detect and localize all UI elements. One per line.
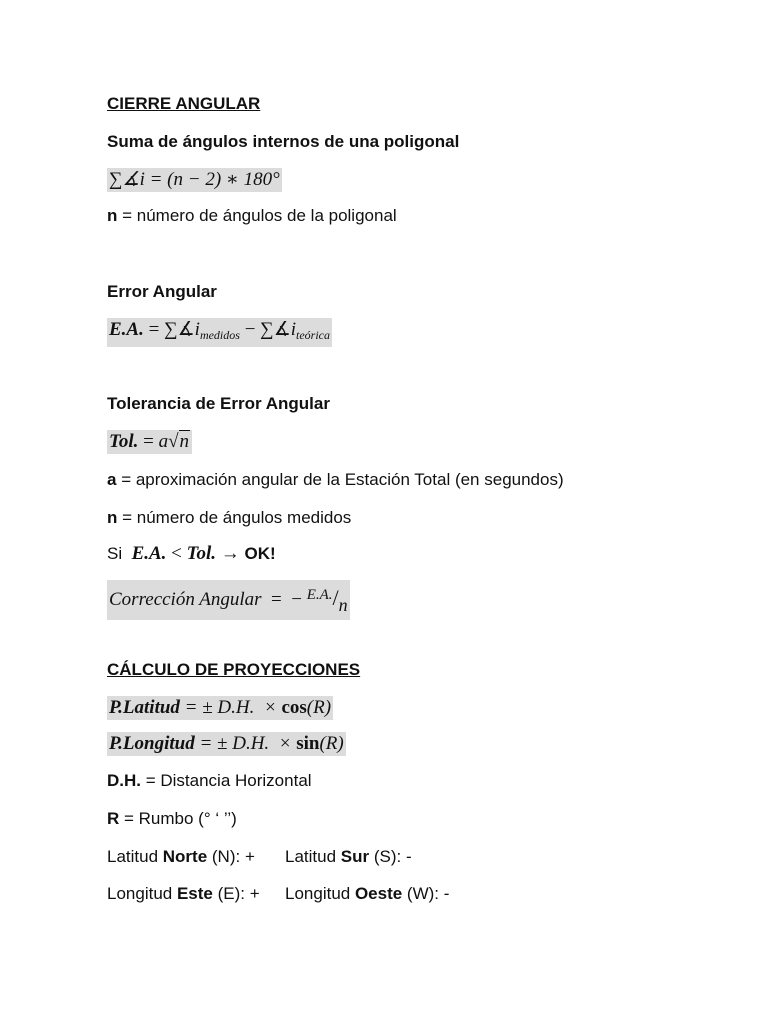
- label-bold: Sur: [340, 847, 370, 866]
- formula-lhs: E.A.: [109, 319, 144, 340]
- label-pre: Latitud: [285, 847, 341, 866]
- formula-lhs: Tol.: [109, 431, 139, 452]
- longitud-este: [107, 882, 285, 906]
- label-post: (S): -: [369, 847, 412, 866]
- formula-arg: (R): [319, 733, 344, 754]
- def-desc: = número de ángulos de la poligonal: [117, 206, 397, 225]
- label-post: (W): -: [402, 884, 450, 903]
- formula-lhs: P.Latitud: [109, 697, 180, 718]
- formula-op: =: [138, 431, 159, 452]
- def-key: R: [107, 809, 120, 828]
- formula-op: = ∑∡: [143, 319, 195, 340]
- def-key: a: [107, 470, 117, 489]
- heading-cierre-angular: [107, 92, 260, 116]
- formula-var: n: [179, 431, 190, 452]
- definition-n-medidos: [107, 506, 351, 530]
- definition-dh: [107, 769, 312, 793]
- formula-rhs: = ± D.H. ×: [179, 697, 282, 718]
- formula-fn: sin: [296, 733, 320, 754]
- formula-error-angular: [107, 318, 332, 342]
- definition-r: [107, 807, 237, 831]
- formula-arg: (R): [306, 697, 332, 718]
- formula-fn: cos: [281, 697, 307, 718]
- fraction-denominator: n: [338, 595, 348, 615]
- longitude-signs-row: [107, 882, 727, 906]
- heading-text: CIERRE ANGULAR: [107, 94, 261, 113]
- fraction-numerator: E.A.: [306, 587, 333, 603]
- formula-tolerancia: [107, 430, 192, 454]
- subheading-tolerancia: [107, 392, 330, 416]
- formula-lhs: P.Longitud: [109, 733, 195, 754]
- def-key: n: [107, 206, 118, 225]
- condition-line: [107, 542, 276, 566]
- formula-box: [107, 430, 192, 454]
- formula-op: = −: [261, 589, 307, 610]
- arrow-icon: →: [216, 543, 245, 564]
- latitud-norte: [107, 845, 285, 869]
- formula-box: [107, 318, 332, 347]
- def-desc: = número de ángulos medidos: [117, 508, 352, 527]
- definition-a: [107, 468, 564, 492]
- heading-calculo-proyecciones: [107, 658, 360, 682]
- formula-correccion: [107, 580, 350, 615]
- label-post: (N): +: [207, 847, 255, 866]
- formula-box: [107, 732, 346, 756]
- formula-var: i: [194, 319, 200, 340]
- label-pre: Longitud: [285, 884, 355, 903]
- condition-op: <: [166, 543, 187, 564]
- label-pre: Longitud: [107, 884, 177, 903]
- formula-rhs: = ± D.H. ×: [194, 733, 297, 754]
- longitud-oeste: [285, 884, 449, 903]
- def-desc: = Distancia Horizontal: [141, 771, 312, 790]
- subheading-text: Tolerancia de Error Angular: [107, 394, 330, 413]
- label-pre: Latitud: [107, 847, 163, 866]
- def-desc: = aproximación angular de la Estación Total (en segundos): [116, 470, 564, 489]
- label-bold: Este: [176, 884, 213, 903]
- formula-p-longitud: [107, 732, 346, 756]
- subheading-text: Suma de ángulos internos de una poligonal: [107, 132, 460, 151]
- formula-lhs: Corrección Angular: [109, 589, 262, 610]
- fraction-slash: /: [332, 585, 339, 610]
- formula-sub: teórica: [296, 328, 331, 342]
- def-key: n: [107, 508, 118, 527]
- subheading-text: Error Angular: [107, 282, 217, 301]
- label-bold: Norte: [162, 847, 208, 866]
- formula-var: a: [158, 431, 169, 452]
- label-post: (E): +: [212, 884, 260, 903]
- condition-ok: OK!: [244, 544, 276, 563]
- latitude-signs-row: [107, 845, 727, 869]
- latitud-sur: [285, 847, 412, 866]
- definition-n-poligonal: [107, 204, 397, 228]
- condition-si: Si: [107, 544, 132, 563]
- formula-text: ∑∡i = (n − 2) ∗ 180°: [109, 169, 280, 190]
- formula-var: i: [290, 319, 297, 340]
- subheading-error-angular: [107, 280, 217, 304]
- heading-text: CÁLCULO DE PROYECCIONES: [107, 660, 361, 679]
- def-key: D.H.: [107, 771, 141, 790]
- label-bold: Oeste: [354, 884, 403, 903]
- condition-ea: E.A.: [131, 543, 167, 564]
- formula-suma-angulos: [107, 168, 282, 192]
- def-desc: = Rumbo (° ‘ ’’): [119, 809, 237, 828]
- condition-tol: Tol.: [186, 543, 217, 564]
- formula-sub: medidos: [199, 328, 240, 342]
- formula-box: [107, 580, 350, 620]
- formula-p-latitud: [107, 696, 333, 720]
- formula-box: [107, 696, 333, 720]
- formula-op: − ∑∡: [239, 319, 291, 340]
- sqrt-sign: √: [168, 431, 179, 452]
- subheading-suma-angulos: [107, 130, 459, 154]
